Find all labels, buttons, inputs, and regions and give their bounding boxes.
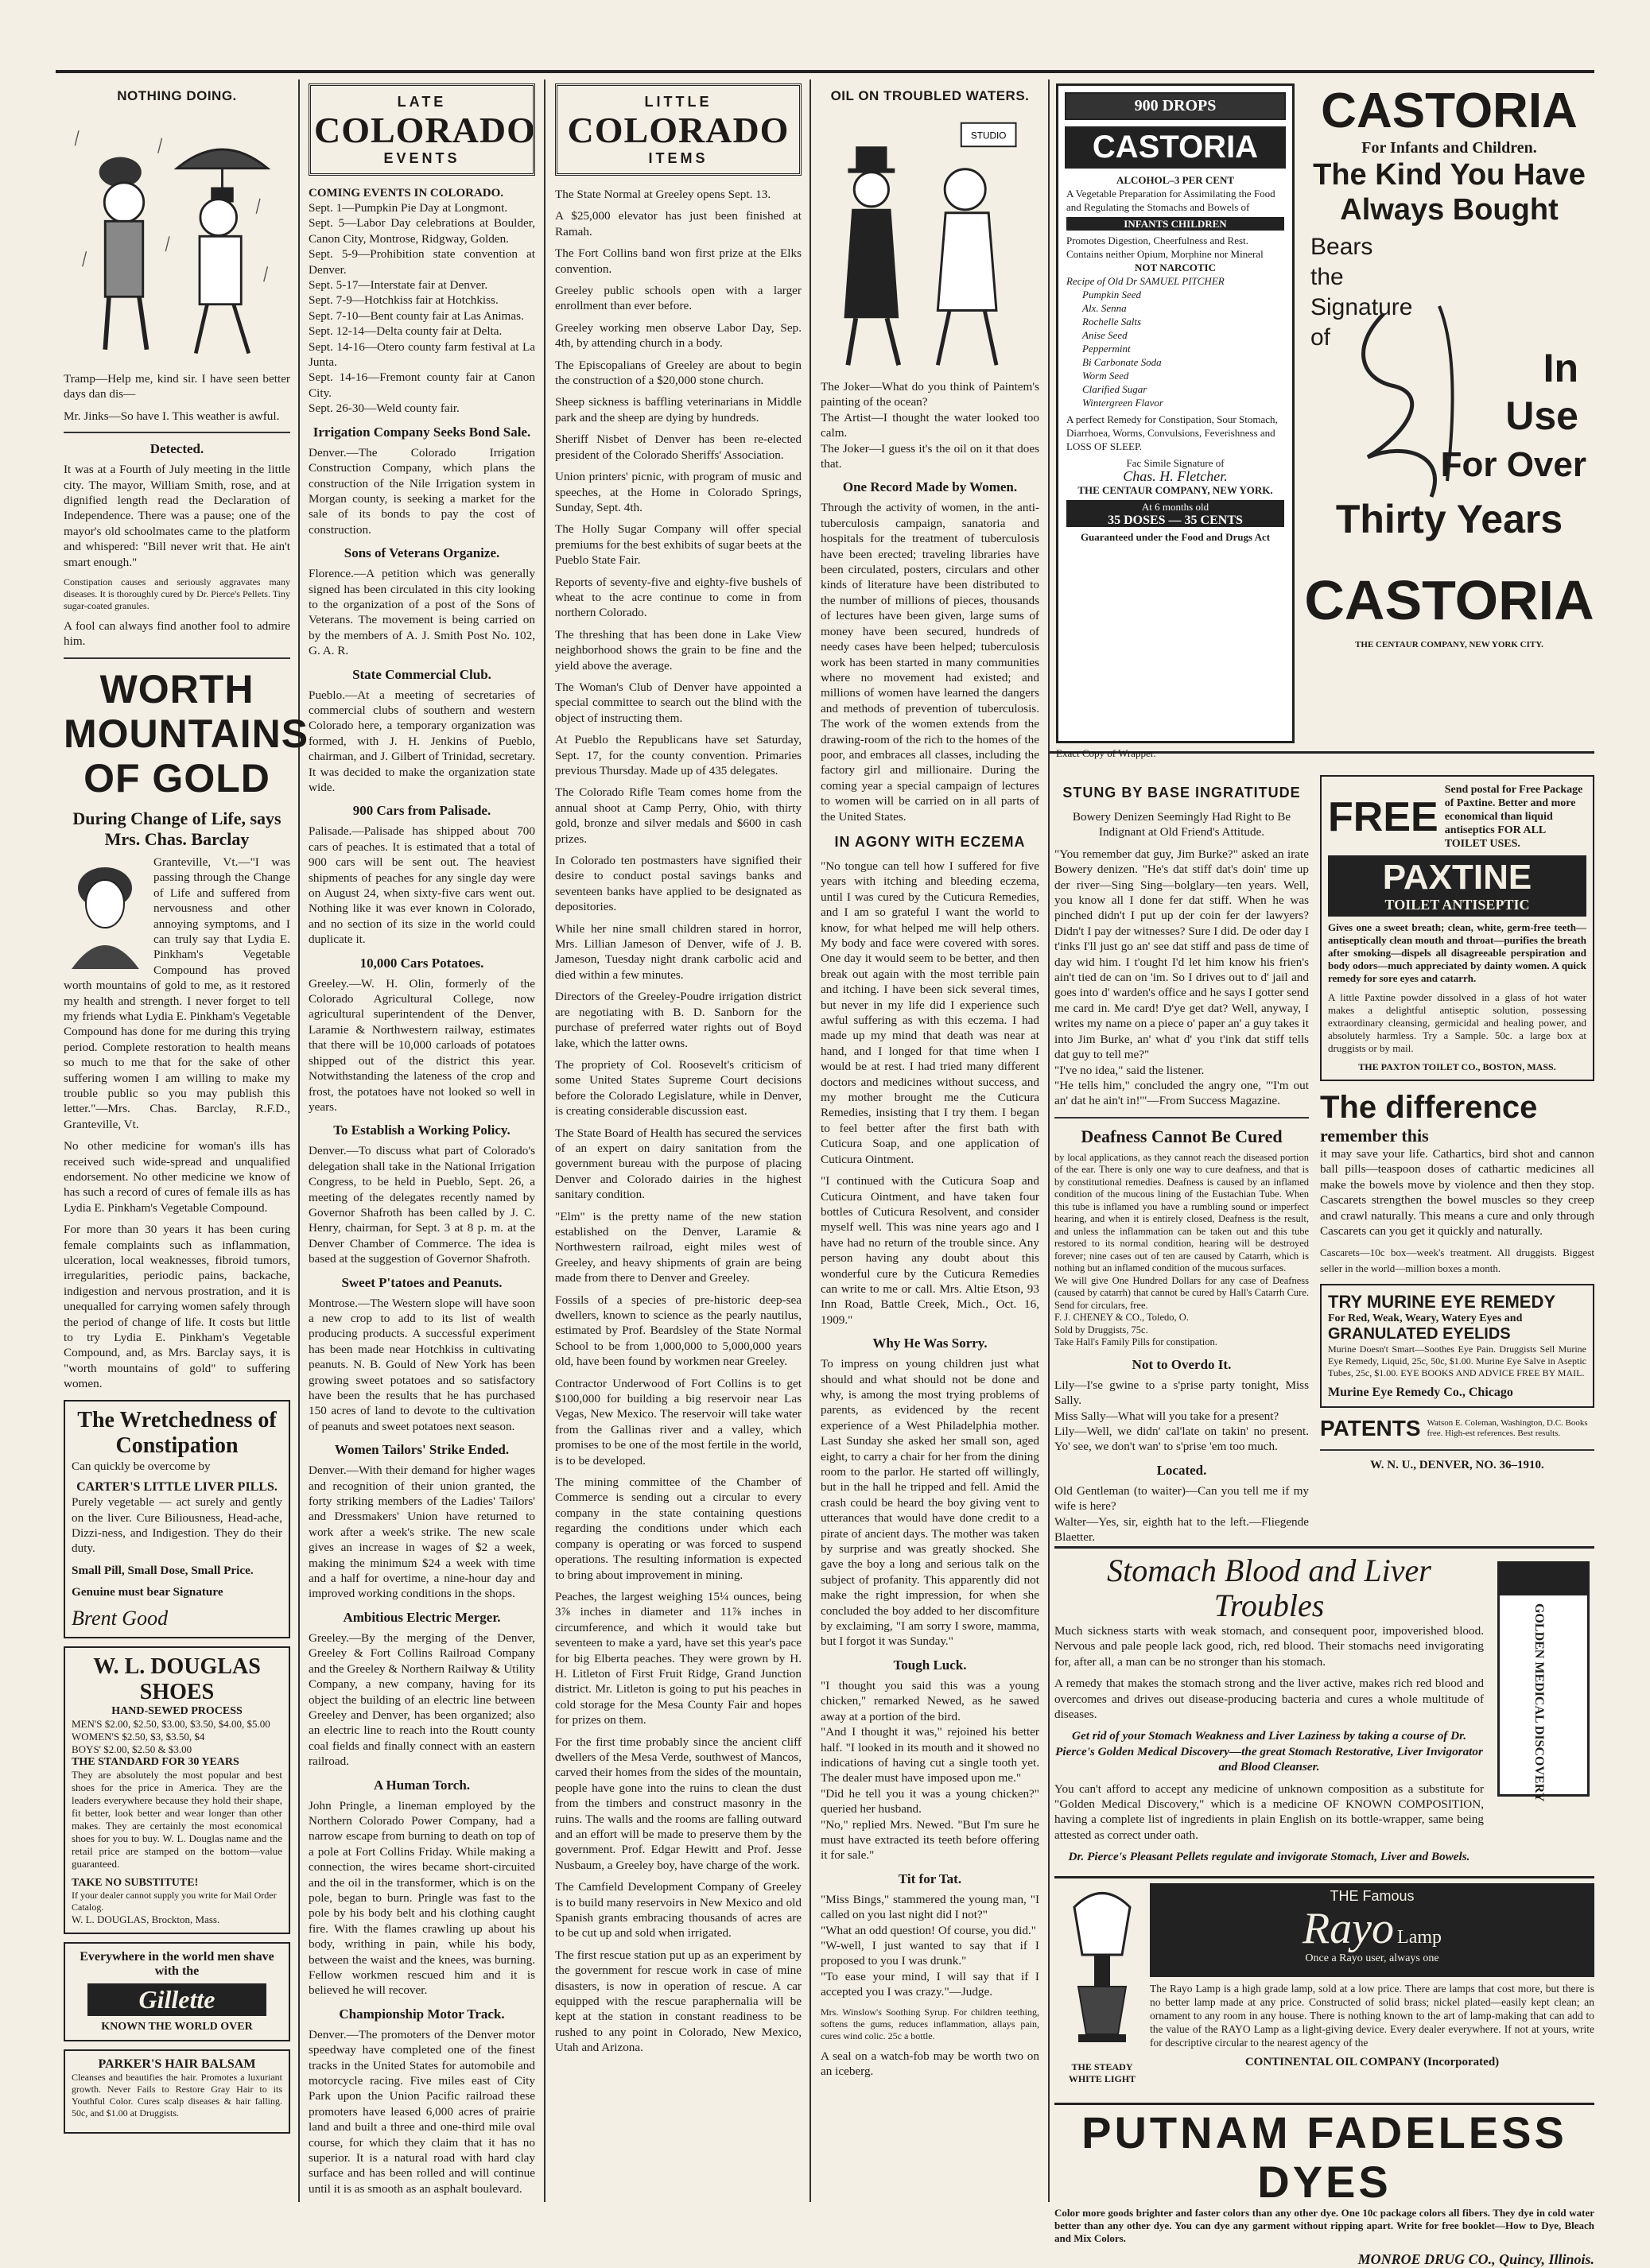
late-colorado-events-header: [309, 83, 535, 176]
bottle-label: GOLDEN MEDICAL DISCOVERY: [1532, 1603, 1546, 1802]
event-item: Sept. 7-10—Bent county fair at Las Animas.: [309, 308, 524, 323]
news-item: "Elm" is the pretty name of the new station established on the Denver, Laramie & Northwestern railroad, eight miles west of Greeley, and heavy shipments of grain are being made from there to Denver and Greeley.: [555, 1209, 802, 1285]
pierce-ad-body: A remedy that makes the stomach strong and the liver active, makes rich red blood and overcomes and drives out disease-producing bacteria and cures a whole multitude of diseases.: [1054, 1677, 1484, 1722]
news-item: The mining committee of the Chamber of Commerce is sending out a circular to every company in the state containing questions regarding the conditions under which each company is operating or was forced to suspend operations. The resulting information is expected to bring about improvement in mining.: [555, 1475, 802, 1582]
douglas-ad-warning: TAKE NO SUBSTITUTE!: [72, 1876, 199, 1889]
herb-item: Wintergreen Flavor: [1082, 397, 1163, 409]
herb-item: Rochelle Salts: [1082, 316, 1142, 328]
news-item: For the first time probably since the ancient cliff dwellers of the Mesa Verde, southwest of Mancos, carved their homes from the sides of the mountain, people have gone into the ruins to clean the dust from the timbers and construct masonry in the ruins. The walls and the rooms are falling outward and an effort will be made to preserve them by the government. Prof. Edgar Hewitt and Prof. Jesse Nusbaum, a Greeley boy, have charge of the work.: [555, 1735, 802, 1872]
filler-note: A seal on a watch-fob may be worth two on an iceberg.: [821, 2049, 1039, 2078]
header-line: LITTLE: [644, 94, 712, 110]
castoria-title: CASTORIA: [1321, 83, 1578, 138]
header-title: COLORADO: [567, 110, 790, 150]
column-3: [547, 83, 809, 2198]
douglas-ad-prices: WOMEN'S $2.50, $3, $3.50, $4: [72, 1730, 205, 1743]
article-body: Denver.—With their demand for higher wages and recognition of their union granted, the forty striking members of the Ladies' Tailors' and Dressmakers' Union have returned to work after a week's strike. The new scale gives an increase in wages of $2 a week, making the minimum $24 a week with time and a half for overtime, a nine-hour day and improved working conditions in the shops.: [309, 1464, 535, 1601]
castoria-company: THE CENTAUR COMPANY, NEW YORK.: [1077, 484, 1273, 496]
news-item: The Camfield Development Company of Greeley is to build many reservoirs in New Mexico and old Spanish grants embracing thousands of acres are to be cut up and sold when irrigated.: [555, 1880, 802, 1940]
event-item: Sept. 1—Pumpkin Pie Day at Longmont.: [309, 201, 508, 215]
paxtine-free: FREE: [1328, 793, 1438, 840]
paxtine-brand: PAXTINE: [1382, 858, 1532, 897]
wnu-line: W. N. U., DENVER, NO. 36–1910.: [1370, 1459, 1544, 1472]
article-subtitle: Bowery Denizen Seemingly Had Right to Be Indignant at Old Friend's Attitude.: [1072, 810, 1291, 839]
paxtine-company: THE PAXTON TOILET CO., BOSTON, MASS.: [1358, 1061, 1556, 1072]
castoria-thirty: Thirty Years: [1335, 497, 1563, 541]
column-5-left: [1054, 775, 1309, 1551]
carters-ad-small: Small Pill, Small Dose, Small Price.: [72, 1563, 254, 1577]
little-colorado-items-header: [555, 83, 802, 176]
castoria-bears: Bears the Signature of: [1310, 234, 1413, 351]
column-rule: [544, 79, 545, 2202]
event-item: Sept. 5—Labor Day celebrations at Boulder, Canon City, Montrose, Ridgway, Golden.: [309, 216, 535, 246]
divider: [1054, 1117, 1309, 1118]
news-item: The Holly Sugar Company will offer special premiums for the best exhibits of sugar beets at the Pueblo State Fair.: [555, 522, 802, 568]
pierce-ad-title: Stomach Blood and Liver Troubles: [1107, 1553, 1431, 1623]
article-title: Tough Luck.: [893, 1657, 967, 1673]
carters-ad-genuine: Genuine must bear Signature: [72, 1585, 223, 1599]
douglas-ad-warning-detail: If your dealer cannot supply you write for Mail Order Catalog.: [72, 1889, 277, 1913]
cartoon-title: OIL ON TROUBLED WATERS.: [830, 88, 1030, 103]
pinkham-ad-body: No other medicine for woman's ills has received such wide-spread and unqualified endorsement. No other medicine we know of has such a record of cures of female ills as has Lydia E. Pinkham's Vegetable Compound.: [64, 1139, 290, 1215]
castoria-facsimile: Fac Simile Signature of: [1126, 457, 1225, 469]
pinkham-ad-title: WORTH MOUNTAINS OF GOLD: [64, 666, 309, 801]
cartoon-title: NOTHING DOING.: [117, 88, 237, 103]
carters-ad-body: Purely vegetable — act surely and gently on the liver. Cure Biliousness, Head-ache, Dizzi-ness, and Indigestion. They do their duty.: [72, 1495, 282, 1556]
event-item: Sept. 5-9—Prohibition state convention at Denver.: [309, 247, 535, 277]
herb-item: Anise Seed: [1082, 329, 1128, 341]
article-title: IN AGONY WITH ECZEMA: [834, 833, 1026, 850]
column-2: [301, 83, 543, 2198]
herb-item: Worm Seed: [1082, 370, 1129, 382]
article-title: Sweet P'tatoes and Peanuts.: [341, 1274, 503, 1290]
putnam-ad: [1054, 2103, 1594, 2268]
article-title: Located.: [1156, 1462, 1207, 1478]
header-title: COLORADO: [314, 110, 536, 150]
herb-item: Pumpkin Seed: [1082, 289, 1142, 300]
article-body: Through the activity of women, in the anti-tuberculosis campaign, sanatoria and hospitals for the treatment of tuberculosis have been erected; traveling libraries have been circulated, posters, circulars and other kinds of literature have been distributed to the number of millions of pieces, thousands of lectures have been given, large sums of money have been secured, hundreds of needy cases have been helped; tuberculosis work has been started in many communities where no movement had existed; and millions of women have learned the dangers and methods of prevention of tuberculosis. The work of the women extends from the drawing-room of the rich to the homes of the poor, and embraces all classes, including the factory girl and millionaire. During the coming year a special campaign of lectures to women will be carried on in all parts of the United States.: [821, 501, 1039, 824]
event-item: Sept. 14-16—Fremont county fair at Canon City.: [309, 370, 535, 400]
news-item: Sheriff Nisbet of Denver has been re-elected president of the Colorado Sheriffs' Association.: [555, 432, 802, 462]
gillette-ad-line: KNOWN THE WORLD OVER: [101, 2020, 253, 2033]
murine-ad: [1320, 1284, 1594, 1408]
article-title: 10,000 Cars Potatoes.: [359, 955, 484, 971]
castoria-right-panel: [1304, 83, 1594, 649]
items-list: [555, 187, 802, 2056]
event-item: Sept. 5-17—Interstate fair at Denver.: [309, 278, 488, 293]
header-line: LATE: [397, 94, 447, 110]
article-body: John Pringle, a lineman employed by the Northern Colorado Power Company, had a narrow escape from burning to death on top of a pole at Fort Collins Friday. While making a connection, the wires became short-circuited and the oil in the transformer, which is on the pole, began to burn. Pringle was fast to the pole by his body belt and his clothing caught fire. With the flames crawling up about his body, writhing in pain, while his body, between the waist and the knees, was burning. Fellow workmen rescued him and it is believed he will recover.: [309, 1798, 535, 1998]
pinkham-ad-body: For more than 30 years it has been curing female complaints such as inflammation, ulceration, local weaknesses, fibroid tumors, irregularities, periodic pains, backache, indigestion and nervous prostration, and it is unequalled for carrying women safely through the period of change of life. It costs but little to try Lydia E. Pinkham's Vegetable Compound, and, as Mrs. Barclay says, it is "worth mountains of gold" to suffering women.: [64, 1223, 290, 1391]
carters-ad-title: The Wretchedness of Constipation: [77, 1407, 277, 1458]
carters-ad-brand: CARTER'S LITTLE LIVER PILLS.: [76, 1480, 278, 1495]
paxtine-sub: TOILET ANTISEPTIC: [1384, 897, 1530, 913]
parker-ad-title: PARKER'S HAIR BALSAM: [98, 2057, 256, 2071]
cascarets-price: Cascarets—10c box—week's treatment. All druggists. Biggest seller in the world—million boxes a month.: [1320, 1246, 1594, 1274]
news-item: While her nine small children stared in horror, Mrs. Lillian Jameson of Denver, wife of J. B. Jameson, Tuesday night drank carbolic acid and died within a few minutes.: [555, 921, 802, 982]
article-title: 900 Cars from Palisade.: [352, 803, 491, 819]
article-body: Palisade.—Palisade has shipped about 700 cars of peaches. It is estimated that a total of 900 cars will be sent out. The heaviest shipments of peaches for any single day were on August 24, when sixty-five cars went out. Nothing like it was ever known in Colorado, and no section of its size in the world could duplicate it.: [309, 824, 535, 947]
article-body: Denver.—To discuss what part of Colorado's delegation shall take in the National Irrigation Congress, to be held in Pueblo, Sept. 26, a meeting of the delegates recently named by Governor Shafroth has been called by J. C. Henry, chairman, for Sept. 3 at 8 p. m. at the Denver Chamber of Commerce. The idea is based at the suggestion of Governor Shafroth.: [309, 1144, 535, 1266]
gillette-ad-line: Everywhere in the world men shave with the: [80, 1949, 274, 1978]
murine-line: For Red, Weak, Weary, Watery Eyes and: [1328, 1312, 1523, 1325]
filler-note: A fool can always find another fool to admire him.: [64, 619, 290, 649]
castoria-title-bottom: CASTORIA: [1304, 569, 1594, 631]
castoria-alcohol: ALCOHOL–3 PER CENT: [1116, 174, 1235, 186]
herb-item: Clarified Sugar: [1082, 383, 1147, 395]
news-item: Peaches, the largest weighing 15¼ ounces, being 3⅞ inches in diameter and 11⅞ inches in circumference, and which it would take but seventeen to make a yard, have set this year's pace for big Elberta peaches. They were grown by H. H. Litleton of First Fruit Ridge, Grand Junction district. Mr. Litleton is going to put his peaches in cold storage for the Mesa County Fair and hopes for prizes on them.: [555, 1589, 802, 1727]
deafness-ad-title: Deafness Cannot Be Cured: [1081, 1126, 1283, 1146]
article-title: Tit for Tat.: [898, 1871, 962, 1886]
tramp-cartoon-illustration: [64, 109, 290, 371]
castoria-small-signature: Chas. H. Fletcher.: [1123, 468, 1228, 484]
gillette-ad: [64, 1942, 290, 2041]
douglas-ad-prices: MEN'S $2.00, $2.50, $3.00, $3.50, $4.00, $5.00: [72, 1717, 270, 1730]
header-line: EVENTS: [383, 150, 460, 166]
rayo-company: CONTINENTAL OIL COMPANY (Incorporated): [1244, 2056, 1500, 2068]
top-rule: [56, 70, 1594, 73]
column-rule: [298, 79, 300, 2202]
deafness-ad-body: by local applications, as they cannot reach the diseased portion of the ear. There is only one way to cure deafness, and that is by constitutional remedies. Deafness is caused by an inflamed condition of the mucous lining of the Eustachian Tube. When this tube is inflamed you have a rumbling sound or imperfect hearing, and when it is entirely closed, Deafness is the result, and unless the inflammation can be taken out and this tube restored to its normal condition, hearing will be destroyed forever; nine cases out of ten are caused by Catarrh, which is nothing but an inflamed condition of the mucous surfaces. We will give One Hundred Dollars for any case of Deafness (caused by catarrh) that cannot be cured by Hall's Catarrh Cure. Send for circulars, free. F. J. CHENEY & CO., Toledo, O. Sold by Druggists, 75c. Take Hall's Family Pills for constipation.: [1054, 1151, 1309, 1348]
herb-item: Bi Carbonate Soda: [1082, 356, 1162, 368]
column-5: [1050, 83, 1594, 2267]
article-body: Denver.—The Colorado Irrigation Construction Company, which plans the construction of the Nile Irrigation system in Morgan county, is seeking a market for the sale of its bonds to pay the cost of construction.: [309, 445, 535, 537]
rayo-lamp: Lamp: [1397, 1927, 1442, 1948]
article-body: Old Gentleman (to waiter)—Can you tell me if my wife is here? Walter—Yes, sir, eighth hat to the left.—Fliegende Blaetter.: [1054, 1483, 1309, 1544]
putnam-company: MONROE DRUG CO., Quincy, Illinois.: [1357, 2251, 1594, 2267]
article-body: "No tongue can tell how I suffered for five years with itching and bleeding eczema, until I was cured by the Cuticura Remedies, and I am so grateful I want the world to know, for what helped me will help others. My body and face were covered with sores. One day it would seem to be better, and then break out again with the most terrible pain and itching. I have been sick several times, but never in my life did I experience such awful suffering as with this eczema. I had made up my mind that death was near at hand, and I longed for that time when I would be at rest. I had tried many different doctors and medicines without success, and my mother brought me the Cuticura Remedies, insisting that I try them. I began to feel better after the first bath with Cuticura Soap, and one application of Cuticura Ointment.: [821, 859, 1039, 1166]
news-item: The State Normal at Greeley opens Sept. 13.: [555, 188, 771, 201]
article-body: Denver.—The promoters of the Denver motor speedway have completed one of the finest tracks in the United States for automobile and motorcycle racing. Five miles east of City Park upon the Union Pacific railroad these promoters have leased 6,000 acres of prairie land and built a three and one-third mile oval course, for which they claim that it has no superior. It is a natural road with hard clay surface and has been rolled and will continue until it is as smooth as an asphalt boulevard.: [309, 2027, 535, 2196]
news-item: Fossils of a species of pre-historic deep-sea dwellers, known to science as the pearly nautilus, estimated by Prof. Beardsley of the State Normal School to be from 1,000,000 to 5,000,000 years old, have been found by workmen near Greeley.: [555, 1293, 802, 1369]
gillette-logo: Gillette: [87, 1983, 266, 2016]
castoria-prep: A Vegetable Preparation for Assimilating the Food and Regulating the Stomachs and Bowels of: [1066, 188, 1275, 213]
douglas-ad-tag: THE STANDARD FOR 30 YEARS: [72, 1755, 239, 1768]
herb-item: Peppermint: [1082, 343, 1131, 355]
news-item: The Episcopalians of Greeley are about to begin the construction of a $20,000 stone church.: [555, 358, 802, 388]
news-item: Union printers' picnic, with program of music and speeches, at the Home in Colorado Springs, Sunday, Sept. 4th.: [555, 470, 802, 514]
parker-ad: [64, 2049, 290, 2134]
events-title: COMING EVENTS IN COLORADO.: [309, 187, 504, 200]
douglas-ad: [64, 1646, 290, 1934]
news-item: The Colorado Rifle Team comes home from the annual shoot at Camp Perry, Ohio, with thirty gold, bronze and silver medals and $600 in cash prizes.: [555, 785, 802, 846]
castoria-for: For Infants and Children.: [1361, 139, 1537, 157]
pierce-ad-rid: Get rid of your Stomach Weakness and Liver Laziness by taking a course of Dr. Pierce's Golden Medical Discovery—the great Stomach Restorative, Liver Invigorator and Blood Cleanser.: [1055, 1729, 1483, 1774]
column-5-right: [1320, 775, 1594, 1472]
cascarets-sub: remember this: [1320, 1126, 1429, 1146]
article-title: Ambitious Electric Merger.: [343, 1609, 501, 1625]
article-title: Detected.: [149, 441, 204, 457]
patents-ad: [1320, 1416, 1594, 1441]
carters-ad-line: Can quickly be overcome by: [72, 1459, 211, 1473]
column-4: [813, 83, 1047, 2198]
article-title: Sons of Veterans Organize.: [344, 545, 500, 561]
pierce-ad: [1054, 1546, 1594, 1871]
news-item: Greeley public schools open with a larger enrollment than ever before.: [555, 284, 802, 313]
article-body: To impress on young children just what should and what should not be done and why, is among the most trying problems of parents, as evidenced by the recent experience of a West Philadelphia mother. Last Sunday she asked her small son, aged eight, to carry a chair for her from the dining room to the parlor. He started off willingly, but in the hall he tripped and fell. Amid the crash could be heard the boy giving vent to utterances that would have done credit to a pirate of ancient days. The mother was taken by surprise and was greatly shocked. She gave the boy a long and serious talk on the subject of profanity. This apparently did not make the right impression, for when she concluded the boy added to her discomfiture by exclaiming, "I am sorry I swore, mamma, but I forgot it was Sunday.": [821, 1357, 1039, 1649]
castoria-footer: THE CENTAUR COMPANY, NEW YORK CITY.: [1355, 640, 1543, 649]
winslow-ad: Mrs. Winslow's Soothing Syrup. For children teething, softens the gums, reduces inflammation, allays pain, cures wind colic. 25c a bottle.: [821, 2006, 1039, 2041]
article-body: "I continued with the Cuticura Soap and Cuticura Ointment, and have taken four bottles of Cuticura Resolvent, and consider myself well. This was nine years ago and I have had no return of the trouble since. Any person having any doubt about this wonderful cure by the Cuticura Remedies can write to me or call. Mrs. Altie Etson, 93 Inn Road, Battle Creek, Mich., Oct. 16, 1909.": [821, 1174, 1039, 1327]
article-title: One Record Made by Women.: [842, 479, 1018, 495]
rayo-famous: THE Famous: [1330, 1888, 1415, 1904]
article-body: It was at a Fourth of July meeting in the little city. The mayor, William Smith, rose, and at dignified length read the Declaration of Independence. There was a pause; one of the mayor's old schoolmates came to the platform and whispered: "Bill never writ that. He ain't smart enough.": [64, 463, 290, 569]
article-title: State Commercial Club.: [352, 666, 491, 682]
castoria-promotes: Promotes Digestion, Cheerfulness and Rest. Contains neither Opium, Morphine nor Mineral: [1066, 235, 1264, 260]
castoria-months: At 6 months old: [1066, 500, 1284, 514]
cascarets-ad: [1320, 1089, 1594, 1276]
event-item: Sept. 26-30—Weld county fair.: [309, 401, 460, 416]
divider: [64, 657, 290, 659]
article-title: A Human Torch.: [373, 1777, 471, 1793]
castoria-wrapper-box: [1056, 83, 1295, 743]
castoria-perfect: A perfect Remedy for Constipation, Sour Stomach, Diarrhoea, Worms, Convulsions, Feverishness and LOSS OF SLEEP.: [1066, 413, 1278, 452]
putnam-body: Color more goods brighter and faster colors than any other dye. One 10c package colors all fibers. They dye in cold water better than any other dye. You can dye any garment without ripping apart. Write for free booklet—How to Dye, Bleach and Mix Colors.: [1054, 2207, 1594, 2244]
douglas-ad-body: They are absolutely the most popular and best shoes for the price in America. They are the leaders everywhere because they hold their shape, fit better, look better and wear longer than other makes. They are certainly the most economical shoes for you to buy. W. L. Douglas name and the retail price are stamped on the bottom—value guaranteed.: [72, 1768, 282, 1870]
ad-note: Constipation causes and seriously aggravates many diseases. It is thoroughly cured by Dr. Pierce's Pellets. Tiny sugar-coated granules.: [64, 576, 290, 612]
carters-signature: Brent Good: [72, 1606, 169, 1630]
divider: [1320, 1449, 1594, 1451]
castoria-use: Use: [1505, 394, 1578, 438]
divider: [64, 432, 290, 433]
castoria-doses: 35 DOSES — 35 CENTS: [1066, 514, 1284, 527]
parker-ad-body: Cleanses and beautifies the hair. Promotes a luxuriant growth. Never Fails to Restore Gray Hair to its Youthful Color. Cures scalp diseases & hair falling. 50c, and $1.00 at Druggists.: [72, 2071, 282, 2119]
article-body: Florence.—A petition which was generally signed has been circulated in this city looking to the organization of a post of the Sons of Veterans. The movement is being carried on by the members of A. J. Smith Post No. 102, G. A. R.: [309, 567, 535, 658]
castoria-copy-note: Exact Copy of Wrapper.: [1056, 747, 1156, 759]
rayo-body: The Rayo Lamp is a high grade lamp, sold at a low price. There are lamps that cost more, but there is no better lamp made at any price. Constructed of solid brass; nickel plated—easily kept clean; an ornament to any room in any house. There is nothing known to the art of lamp-making that can add to the value of the RAYO Lamp as a light-giving device. Every dealer everywhere. If not at yours, write for descriptive circular to the nearest agency of the: [1150, 1983, 1594, 2049]
castoria-ad: [1050, 83, 1594, 759]
castoria-in: In: [1543, 346, 1578, 390]
article-body: Lily—I'se gwine to a s'prise party tonight, Miss Sally. Miss Sally—What will you take for a present? Lily—Well, we didn' cal'late on takin' no present. Yo' see, we don't wan' to s'prise 'em too much.: [1054, 1378, 1309, 1454]
cartoon-caption: Tramp—Help me, kind sir. I have seen better days dan dis—: [64, 372, 290, 401]
douglas-ad-prices: BOYS' $2.00, $2.50 & $3.00: [72, 1743, 192, 1755]
douglas-ad-address: W. L. DOUGLAS, Brockton, Mass.: [72, 1913, 220, 1925]
castoria-wrapper-brand: CASTORIA: [1065, 126, 1286, 169]
portrait-illustration: [64, 858, 147, 969]
douglas-ad-title: W. L. DOUGLAS SHOES: [93, 1654, 261, 1704]
news-item: At Pueblo the Republicans have set Saturday, Sept. 17, for the county convention. Primaries previous Thursday. Made up of 435 delegates.: [555, 733, 802, 777]
castoria-over: For Over: [1440, 445, 1586, 484]
murine-body: Murine Doesn't Smart—Soothes Eye Pain. Druggists Sell Murine Eye Remedy, Liquid, 25c, 50c, $1.00. Murine Eye Salve in Aseptic Tubes, 25c, $1.00. EYE BOOKS AND ADVICE FREE BY MAIL.: [1328, 1343, 1586, 1379]
castoria-drops: 900 DROPS: [1065, 92, 1286, 120]
article-title: Women Tailors' Strike Ended.: [334, 1442, 510, 1458]
paxtine-body: Gives one a sweet breath; clean, white, germ-free teeth—antiseptically clean mouth and throat—purifies the breath after smoking—dispels all disagreeable perspiration and body odors—much appreciated by dainty women. A quick remedy for sore eyes and catarrh.: [1328, 921, 1586, 984]
article-body: Greeley.—W. H. Olin, formerly of the Colorado Agricultural College, now agricultural superintendent of the Denver, Laramie & Northwestern railway, estimates that there will be 10,000 carloads of potatoes shipped out of the district this year. Notwithstanding the lateness of the crop and frost, the potatoes have not looked so well in years.: [309, 976, 535, 1114]
news-item: Greeley working men observe Labor Day, Sep. 4th, by attending church in a body.: [555, 320, 802, 351]
cartoon-caption: Mr. Jinks—So have I. This weather is awful.: [64, 409, 280, 423]
article-body: "You remember dat guy, Jim Burke?" asked an irate Bowery denizen. "He's dat stiff dat's doin' time up der river—Sing Sing—bolglary—ten years. Well, you know all I done fer dat stiff. When he was pinched didn't I put up der coin fer der lawyers? Didn't I pay der witnesses? Sure I did. De oder day I t'inks I'll just go an' see dat stiff and pass de time of day wid him. I t'ought I'd let him know his frien's ain't tied de can on 'im. So I drives out to d' jail and goes into d' warden's office and he says I gotter send me card in. Me card! D'ye get dat? Well, anyway, I writes my name on a piece o' paper an' a guy takes it into Jim Burke, an' what d' you t'ink dat stiff tells dat guy to tell me?" "I've no idea," said the listener. "He tells him," concluded the angry one, "'I'm out an' dat he ain't in!'"—From Success Magazine.: [1054, 847, 1309, 1108]
news-item: The Fort Collins band won first prize at the Elks convention.: [555, 246, 802, 276]
castoria-guaranteed: Guaranteed under the Food and Drugs Act: [1080, 531, 1271, 543]
artist-joker-cartoon-illustration: [821, 109, 1039, 379]
article-body: Montrose.—The Western slope will have soon a new crop to add to its list of wealth producing products. A successful experiment has been made near Hotchkiss in cultivating peanuts. N. B. Gould of New York has been growing sweet potatoes and so satisfactory have been the results that he has purchased 150 acres of land to devote to the cultivation of peanuts and sweet potatoes next season.: [309, 1296, 535, 1433]
studio-sign: STUDIO: [970, 130, 1007, 142]
rayo-lamp-illustration: [1054, 1883, 1150, 2066]
article-title: Championship Motor Track.: [339, 2006, 505, 2022]
castoria-narcotic: NOT NARCOTIC: [1135, 262, 1216, 273]
news-item: The Woman's Club of Denver have appointed a special committee to search out the blind with the object of instructing them.: [555, 680, 802, 725]
news-item: The State Board of Health has secured the services of an expert on dairy sanitation from the government bureau with the purpose of placing Denver and Colorado dairies in the highest sanitary condition.: [555, 1126, 802, 1202]
pinkham-ad-subtitle: During Change of Life, says Mrs. Chas. Barclay: [72, 808, 281, 849]
news-item: Directors of the Greeley-Poudre irrigation district are negotiating with B. D. Sanborn for the purchase of preferred water rights out of Boyd lake, which the latter owns.: [555, 990, 802, 1050]
castoria-kind: The Kind You Have Always Bought: [1313, 158, 1586, 227]
article-title: STUNG BY BASE INGRATITUDE: [1062, 785, 1301, 801]
murine-title: TRY MURINE EYE REMEDY: [1328, 1292, 1556, 1312]
events-list: [309, 200, 535, 417]
article-body: "I thought you said this was a young chicken," remarked Newed, as he sawed away at a portion of the bird. "And I thought it was," rejoined his better half. "I looked in its mouth and it showed no indications of having cut a single tooth yet. The dealer must have imposed upon me." "Did he tell you it was a young chicken?" queried her husband. "No," replied Mrs. Newed. "But I'm sure he must have extracted its teeth before offering it for sale.": [821, 1678, 1039, 1863]
event-item: Sept. 7-9—Hotchkiss fair at Hotchkiss.: [309, 293, 499, 308]
header-line: ITEMS: [648, 150, 709, 166]
article-title: To Establish a Working Policy.: [333, 1122, 511, 1138]
news-item: The propriety of Col. Roosevelt's criticism of some United States Supreme Court decisions before the Colorado Legislature, while in Denver, is creating considerable discussion east.: [555, 1057, 802, 1118]
carters-ad: [64, 1400, 290, 1638]
patents-title: PATENTS: [1320, 1416, 1421, 1441]
news-item: A $25,000 elevator has just been finished at Ramah.: [555, 209, 802, 238]
news-item: In Colorado ten postmasters have signified their desire to conduct postal savings banks and seventeen banks have applied to be designated as depositories.: [555, 854, 802, 914]
pinkham-ad-body: Granteville, Vt.—"I was passing through the Change of Life and suffered from nervousness and other annoying symptoms, and I can truly say that Lydia E. Pinkham's Vegetable Compound has proved worth mountains of gold to me, as it restored my health and strength. I never forget to tell my friends what Lydia E. Pinkham's Vegetable Compound has done for me during this trying period. Complete restoration to health means so much to me that for the sake of other suffering women I am willing to make my trouble public so you may publish this letter."—Mrs. Chas. Barclay, R.F.D., Granteville, Vt.: [64, 855, 290, 1131]
cartoon-caption: The Joker—What do you think of Paintem's painting of the ocean? The Artist—I thought the water looked too calm. The Joker—I guess it's the oil on it that does that.: [821, 380, 1039, 471]
pierce-ad-body: Much sickness starts with weak stomach, and consequent poor, impoverished blood. Nervous and pale people lack good, rich, red blood. Their stomachs need invigorating for, after all, a man can be no stronger than his stomach.: [1054, 1624, 1484, 1669]
article-title: Not to Overdo It.: [1132, 1356, 1232, 1372]
putnam-title: PUTNAM FADELESS DYES: [1081, 2107, 1567, 2207]
murine-granulated: GRANULATED EYELIDS: [1328, 1325, 1511, 1343]
news-item: Contractor Underwood of Fort Collins is to get $100,000 for building a big reservoir near Las Vegas, New Mexico. The reservoir will take water from the Gallinas river and a valley, which promises to be one of the most fertile in the world, is to be developed.: [555, 1376, 802, 1467]
rayo-ad: [1054, 1876, 1594, 2085]
castoria-herbs: [1066, 288, 1284, 409]
event-item: Sept. 12-14—Delta county fair at Delta.: [309, 324, 503, 339]
article-title: Why He Was Sorry.: [872, 1336, 988, 1351]
herb-item: Alx. Senna: [1082, 302, 1127, 314]
rayo-once: Once a Rayo user, always one: [1305, 1952, 1439, 1964]
patents-text: Watson E. Coleman, Washington, D.C. Books free. High-est references. Best results.: [1427, 1418, 1588, 1439]
castoria-infants: INFANTS CHILDREN: [1066, 217, 1284, 231]
rayo-brand: Rayo: [1302, 1904, 1395, 1953]
event-item: Sept. 14-16—Otero county farm festival at La Junta.: [309, 339, 535, 370]
douglas-ad-sub: HAND-SEWED PROCESS: [111, 1704, 243, 1717]
news-item: Sheep sickness is baffling veterinarians in Middle park and the sheep are dying by hundreds.: [555, 395, 802, 425]
article-body: Greeley.—By the merging of the Denver, Greeley & Fort Collins Railroad Company and the Greeley & Northern Railway & Utility Company, a new company, having for its object the building of an electric line between Greeley and Denver, has been organized; also an electric line to reach into the Routt county coal fields and finally connect with an eastern railroad.: [309, 1630, 535, 1769]
rayo-steady: THE STEADY WHITE LIGHT: [1068, 2061, 1136, 2084]
news-item: The first rescue station put up as an experiment by the government for rescue work in case of mine disasters, is now in operation of rescue. A car equipped with the rescue paraphernalia will be kept at the station in constant readiness to be rushed to any point in Colorado, New Mexico, Utah and Arizona.: [555, 1948, 802, 2055]
cascarets-title: The difference: [1320, 1090, 1538, 1125]
paxtine-free-text: Send postal for Free Package of Paxtine. Better and more economical than liquid antiseptics FOR ALL TOILET USES.: [1444, 784, 1583, 850]
article-title: Irrigation Company Seeks Bond Sale.: [313, 424, 531, 440]
murine-company: Murine Eye Remedy Co., Chicago: [1328, 1386, 1513, 1400]
paxtine-body: A little Paxtine powder dissolved in a glass of hot water makes a delightful antiseptic solution, possessing extraordinary cleansing, germicidal and healing power, and absolutely harmless. Try a Sample. 50c. a large box at druggists or by mail.: [1328, 991, 1586, 1054]
article-body: "Miss Bings," stammered the young man, "I called on you last night did I not?" "What an odd question! Of course, you did." "W-well, I just wanted to say that if I proposed to you I was drunk." "To ease your mind, I will say that if I accepted you I was crazy."—Judge.: [821, 1892, 1039, 1999]
cascarets-body: it may save your life. Cathartics, bird shot and cannon ball pills—teaspoon doses of cathartic medicines all make the bowels move by violence and then they stop. Cascarets strengthen the bowel muscles so they creep and crawl naturally. This means a cure and only through Cascarets can you get it quickly and naturally.: [1320, 1147, 1594, 1239]
news-item: The threshing that has been done in Lake View neighborhood shows the grain to be fine and the yield above the average.: [555, 627, 802, 673]
column-rule: [809, 79, 811, 2202]
pierce-ad-body: You can't afford to accept any medicine of unknown composition as a substitute for "Golden Medical Discovery," which is a medicine OF KNOWN COMPOSITION, having a complete list of ingredients in plain English on its bottle-wrapper, same being attested as correct under oath.: [1054, 1781, 1484, 1842]
pierce-ad-pellets: Dr. Pierce's Pleasant Pellets regulate and invigorate Stomach, Liver and Bowels.: [1068, 1850, 1470, 1864]
paxtine-ad: [1320, 775, 1594, 1081]
article-body: Pueblo.—At a meeting of secretaries of commercial clubs of southern and western Colorado here, a temporary organization was formed, with J. H. Jenkins of Pueblo, chairman, and J. Gilbert of Trinidad, secretary. It was decided to make the organization state wide.: [309, 688, 535, 794]
castoria-recipe: Recipe of Old Dr SAMUEL PITCHER: [1066, 275, 1225, 287]
column-1: [56, 83, 309, 2198]
discovery-bottle-illustration: [1497, 1561, 1590, 1802]
news-item: Reports of seventy-five and eighty-five bushels of wheat to the acre continue to come in from northern Colorado.: [555, 575, 802, 620]
